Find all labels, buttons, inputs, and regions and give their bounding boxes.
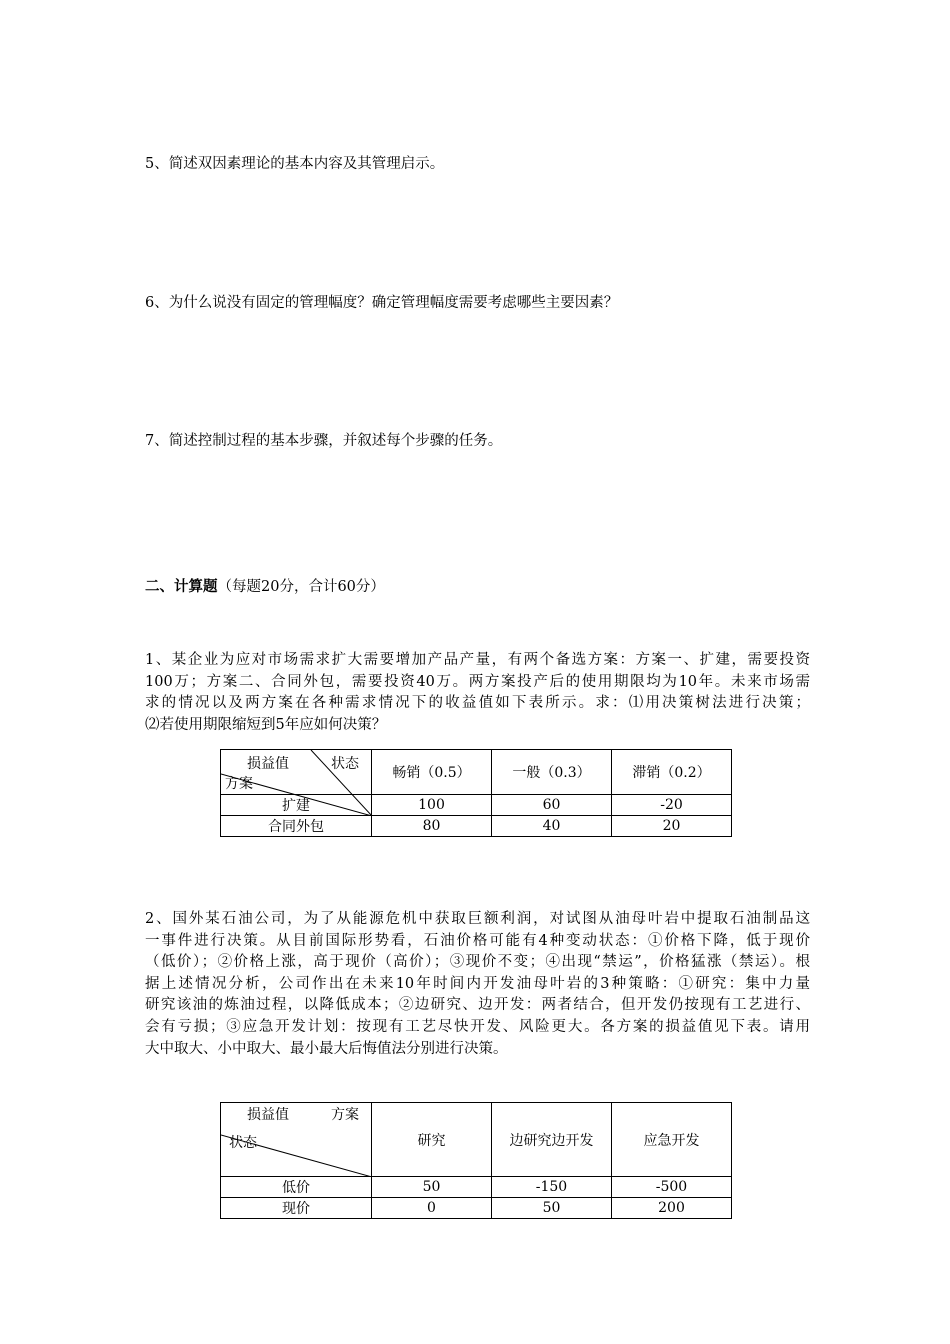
table-corner-cell — [221, 1103, 372, 1177]
problem-1-line: 1、某企业为应对市场需求扩大需要增加产品产量，有两个备选方案：方案一、扩建，需要投资 — [145, 652, 810, 668]
table-corner-cell — [221, 750, 372, 795]
question-6: 6、为什么说没有固定的管理幅度？确定管理幅度需要考虑哪些主要因素？ — [145, 295, 619, 311]
table-cell: 50 — [372, 1177, 492, 1198]
row-label: 合同外包 — [221, 816, 372, 837]
problem-1-line: ⑵若使用期限缩短到5年应如何决策？ — [145, 716, 387, 733]
problem-2-line: 据上述情况分析，公司作出在未来10年时间内开发油母叶岩的3种策略：①研究：集中力量 — [145, 975, 810, 992]
corner-label-right: 方案 — [331, 1107, 359, 1123]
table-cell: -150 — [492, 1177, 612, 1198]
problem-2-line: 研究该油的炼油过程，以降低成本；②边研究、边开发：两者结合，但开发仍按现有工艺进行、 — [145, 997, 810, 1014]
table-header: 应急开发 — [612, 1103, 732, 1177]
problem-2-line: 一事件进行决策。从目前国际形势看，石油价格可能有4种变动状态：①价格下降，低于现价 — [145, 932, 810, 949]
table-cell: 40 — [492, 816, 612, 837]
table-header: 畅销（0.5） — [372, 750, 492, 795]
section-heading — [145, 577, 385, 597]
question-7: 7、简述控制过程的基本步骤，并叙述每个步骤的任务。 — [145, 433, 503, 449]
problem-2-line: 大中取大、小中取大、最小最大后悔值法分别进行决策。 — [145, 1040, 508, 1057]
section-title: 二、计算题 — [145, 579, 218, 595]
corner-label-bottom: 方案 — [225, 776, 253, 792]
table-cell: 100 — [372, 795, 492, 816]
table-header: 滞销（0.2） — [612, 750, 732, 795]
corner-label-top: 损益值 — [247, 756, 289, 772]
table-header: 边研究边开发 — [492, 1103, 612, 1177]
table-header: 研究 — [372, 1103, 492, 1177]
row-label: 现价 — [221, 1198, 372, 1219]
table-cell: -500 — [612, 1177, 732, 1198]
table-cell: 20 — [612, 816, 732, 837]
problem-2-line: （低价）；②价格上涨，高于现价（高价）；③现价不变；④出现“禁运”，价格猛涨（禁运）。根 — [145, 954, 810, 971]
table-cell: 80 — [372, 816, 492, 837]
table-cell: 60 — [492, 795, 612, 816]
problem-1-text — [145, 650, 810, 736]
table-cell: 50 — [492, 1198, 612, 1219]
table-header: 一般（0.3） — [492, 750, 612, 795]
corner-label-bottom: 状态 — [229, 1135, 257, 1151]
problem-1-line: 100万；方案二、合同外包，需要投资40万。两方案投产后的使用期限均为10年。未来市场需 — [145, 673, 810, 690]
question-5: 5、简述双因素理论的基本内容及其管理启示。 — [145, 156, 445, 172]
problem-2-line: 会有亏损；③应急开发计划：按现有工艺尽快开发、风险更大。各方案的损益值见下表。请用 — [145, 1018, 810, 1035]
row-label: 扩建 — [221, 795, 372, 816]
problem-2-text — [145, 909, 810, 1060]
table-cell: -20 — [612, 795, 732, 816]
problem-1-line: 求的情况以及两方案在各种需求情况下的收益值如下表所示。求：⑴用决策树法进行决策； — [145, 695, 810, 712]
problem-2-table — [220, 1102, 732, 1219]
table-cell: 0 — [372, 1198, 492, 1219]
row-label: 低价 — [221, 1177, 372, 1198]
problem-1-table — [220, 749, 732, 837]
section-note: （每题20分，合计60分） — [217, 579, 385, 595]
table-cell: 200 — [612, 1198, 732, 1219]
problem-2-line: 2、国外某石油公司，为了从能源危机中获取巨额利润，对试图从油母叶岩中提取石油制品这 — [145, 911, 810, 927]
corner-label-top: 损益值 — [247, 1107, 289, 1123]
corner-label-right: 状态 — [331, 756, 359, 772]
